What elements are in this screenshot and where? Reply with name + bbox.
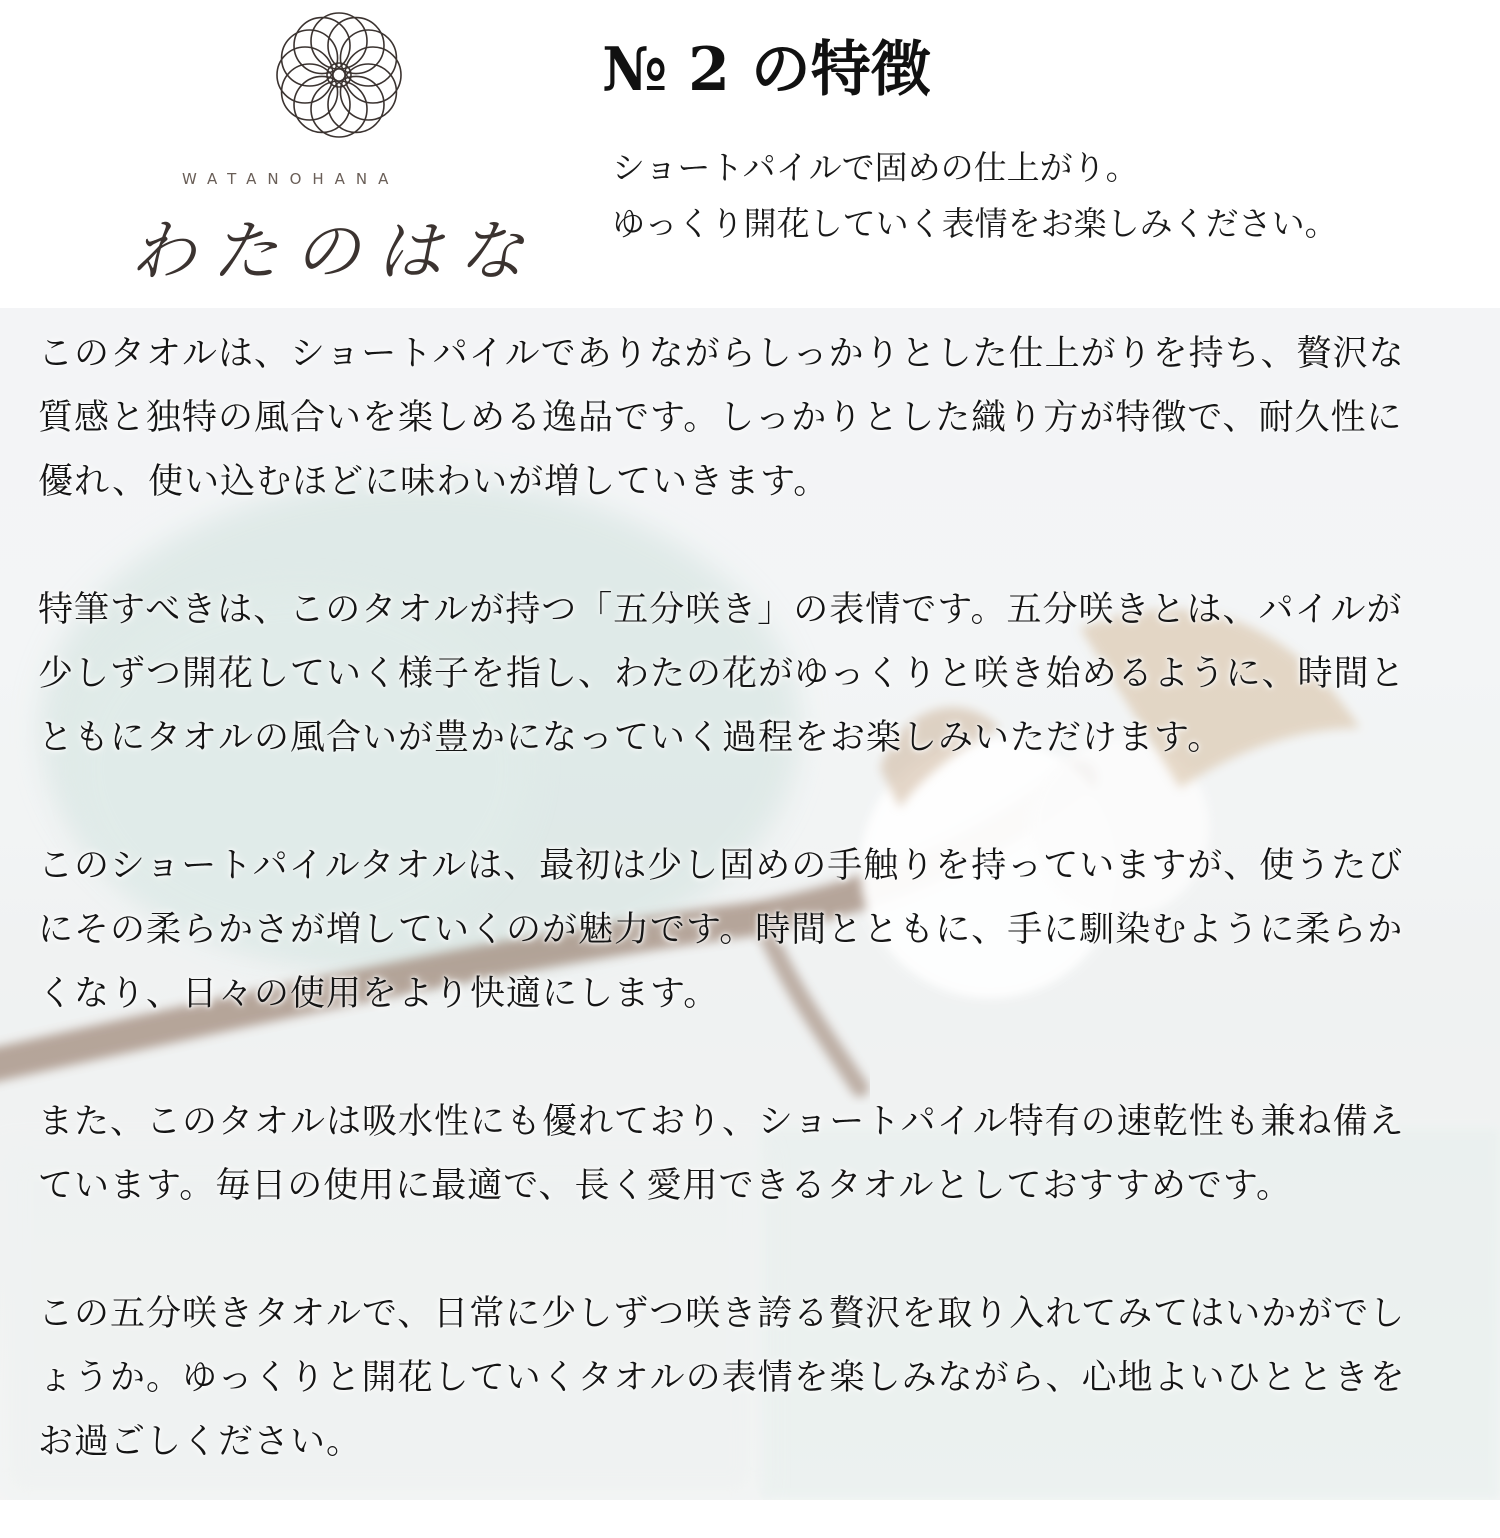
logo-ring — [345, 47, 401, 103]
paragraph-line: にその柔らかさが増していくのが魅力です。時間とともに、手に馴染むように柔らか — [38, 910, 1404, 950]
paragraph — [38, 1090, 1458, 1218]
paragraph-line: ょうか。ゆっくりと開花していくタオルの表情を楽しみながら、心地よいひとときを — [38, 1358, 1406, 1398]
paragraph — [38, 1282, 1458, 1474]
intro-text — [612, 140, 1472, 252]
paragraph-line: この五分咲きタオルで、日常に少しずつ咲き誇る贅沢を取り入れてみてはいかがでし — [38, 1294, 1406, 1334]
logo-ring — [340, 30, 396, 86]
logo-ring — [311, 13, 367, 69]
logo-ring — [328, 18, 384, 74]
paragraph-line: このショートパイルタオルは、最初は少し固めの手触りを持っていますが、使うたび — [38, 846, 1404, 886]
paragraph-line: ともにタオルの風合いが豊かになっていく過程をお楽しみいただけます。 — [38, 718, 1224, 758]
logo-ring — [311, 81, 367, 137]
body-text — [38, 322, 1458, 1538]
paragraph-line: 特筆すべきは、このタオルが持つ「五分咲き」の表情です。五分咲きとは、パイルが — [38, 590, 1403, 630]
page-title: № 2 の特徴 — [602, 35, 931, 105]
paragraph-line: このタオルは、ショートパイルでありながらしっかりとした仕上がりを持ち、贅沢な — [38, 334, 1405, 374]
paragraph — [38, 322, 1458, 514]
paragraph-line: くなり、日々の使用をより快適にします。 — [38, 974, 720, 1014]
paragraph-line: ています。毎日の使用に最適で、長く愛用できるタオルとしておすすめです。 — [38, 1166, 1293, 1206]
paragraph-line: お過ごしください。 — [38, 1422, 363, 1462]
intro-line: ショートパイルで固めの仕上がり。 — [612, 148, 1139, 187]
paragraph — [38, 834, 1458, 1026]
paragraph-line: また、このタオルは吸水性にも優れており、ショートパイル特有の速乾性も兼ね備え — [38, 1102, 1405, 1142]
paragraph — [38, 578, 1458, 770]
paragraph-line: 優れ、使い込むほどに味わいが増していきます。 — [38, 462, 830, 502]
flower-rings-logo-icon — [272, 8, 406, 142]
header — [0, 0, 1500, 308]
paragraph-line: 質感と独特の風合いを楽しめる逸品です。しっかりとした織り方が特徴で、耐久性に — [38, 398, 1403, 438]
logo-ring — [277, 47, 333, 103]
paragraph-line: 少しずつ開花していく様子を指し、わたの花がゆっくりと咲き始めるように、時間と — [38, 654, 1406, 694]
intro-line: ゆっくり開花していく表情をお楽しみください。 — [612, 204, 1338, 243]
brand-kana-logotype: わたのはな — [130, 213, 540, 290]
brand-roman-name: WATANOHANA — [182, 170, 400, 188]
